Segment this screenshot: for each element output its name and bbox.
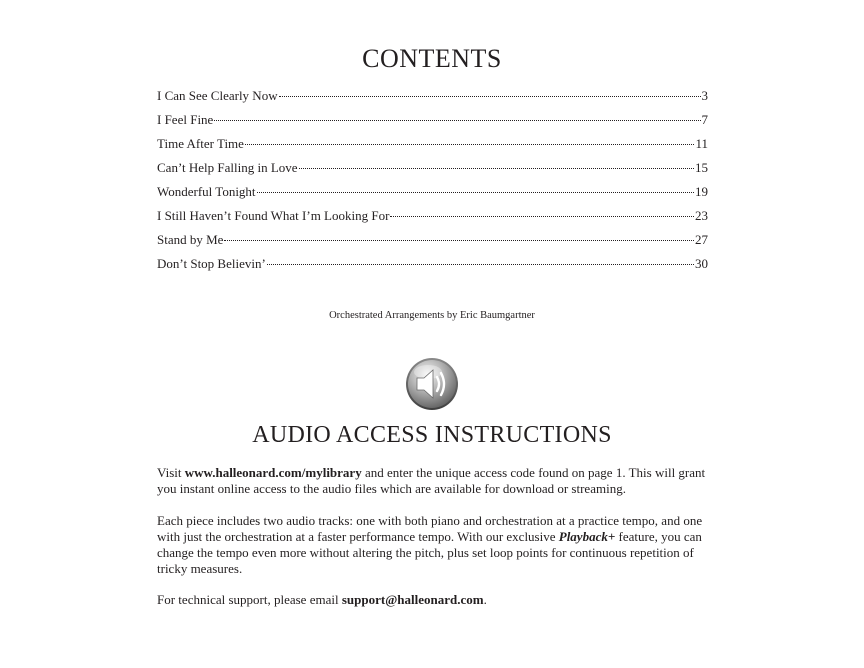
playback-feature-name: Playback+	[558, 529, 616, 544]
speaker-icon	[405, 357, 459, 411]
toc-entry-title: I Still Haven’t Found What I’m Looking For	[157, 208, 390, 223]
toc-entry	[157, 252, 708, 276]
instructions-paragraph-1	[157, 465, 717, 497]
text-run: feature, you can change the tempo even more without altering the pitch, plus set loop points for continuous repetition of tricky measures.	[157, 529, 702, 576]
toc-entry-page: 15	[695, 160, 708, 175]
toc-entry-page: 23	[695, 208, 708, 223]
toc-entry-title: I Can See Clearly Now	[157, 88, 278, 103]
contents-title: CONTENTS	[362, 44, 502, 73]
table-of-contents	[157, 84, 708, 276]
instructions-paragraph-2	[157, 513, 717, 577]
dot-leader	[224, 228, 694, 241]
audio-instructions-title: AUDIO ACCESS INSTRUCTIONS	[252, 422, 612, 448]
toc-entry-page: 7	[701, 112, 708, 127]
dot-leader	[245, 132, 695, 145]
toc-entry	[157, 84, 708, 108]
toc-entry-page: 3	[701, 88, 708, 103]
toc-entry	[157, 204, 708, 228]
dot-leader	[299, 156, 694, 169]
support-paragraph	[157, 592, 717, 608]
toc-entry-page: 30	[695, 256, 708, 271]
toc-entry	[157, 228, 708, 252]
dot-leader	[390, 204, 694, 217]
dot-leader	[214, 108, 700, 121]
toc-entry-page: 11	[695, 136, 708, 151]
text-run: .	[483, 592, 487, 607]
dot-leader	[267, 252, 694, 265]
dot-leader	[279, 84, 701, 97]
text-run: For technical support, please email	[157, 592, 342, 607]
toc-entry-title: Wonderful Tonight	[157, 184, 256, 199]
toc-entry	[157, 108, 708, 132]
toc-entry	[157, 132, 708, 156]
toc-entry	[157, 156, 708, 180]
arranger-credit: Orchestrated Arrangements by Eric Baumgartner	[329, 310, 535, 321]
support-email-link[interactable]: support@halleonard.com	[341, 592, 484, 607]
toc-entry-page: 19	[695, 184, 708, 199]
toc-entry-title: I Feel Fine	[157, 112, 214, 127]
text-run: Visit	[157, 465, 185, 480]
dot-leader	[257, 180, 694, 193]
toc-entry-page: 27	[695, 232, 708, 247]
library-url-link[interactable]: www.halleonard.com/mylibrary	[184, 465, 362, 480]
toc-entry-title: Don’t Stop Believin’	[157, 256, 266, 271]
toc-entry-title: Stand by Me	[157, 232, 224, 247]
text-run: Each piece includes two audio tracks: one with both piano and orchestration at a practice tempo, and one with just the orchestration at a faster performance tempo. With our exclusive	[157, 513, 703, 544]
text-run: and enter the unique access code found on page 1. This will grant you instant online access to the audio files which are available for download or streaming.	[157, 465, 706, 496]
toc-entry-title: Time After Time	[157, 136, 244, 151]
toc-entry	[157, 180, 708, 204]
toc-entry-title: Can’t Help Falling in Love	[157, 160, 298, 175]
